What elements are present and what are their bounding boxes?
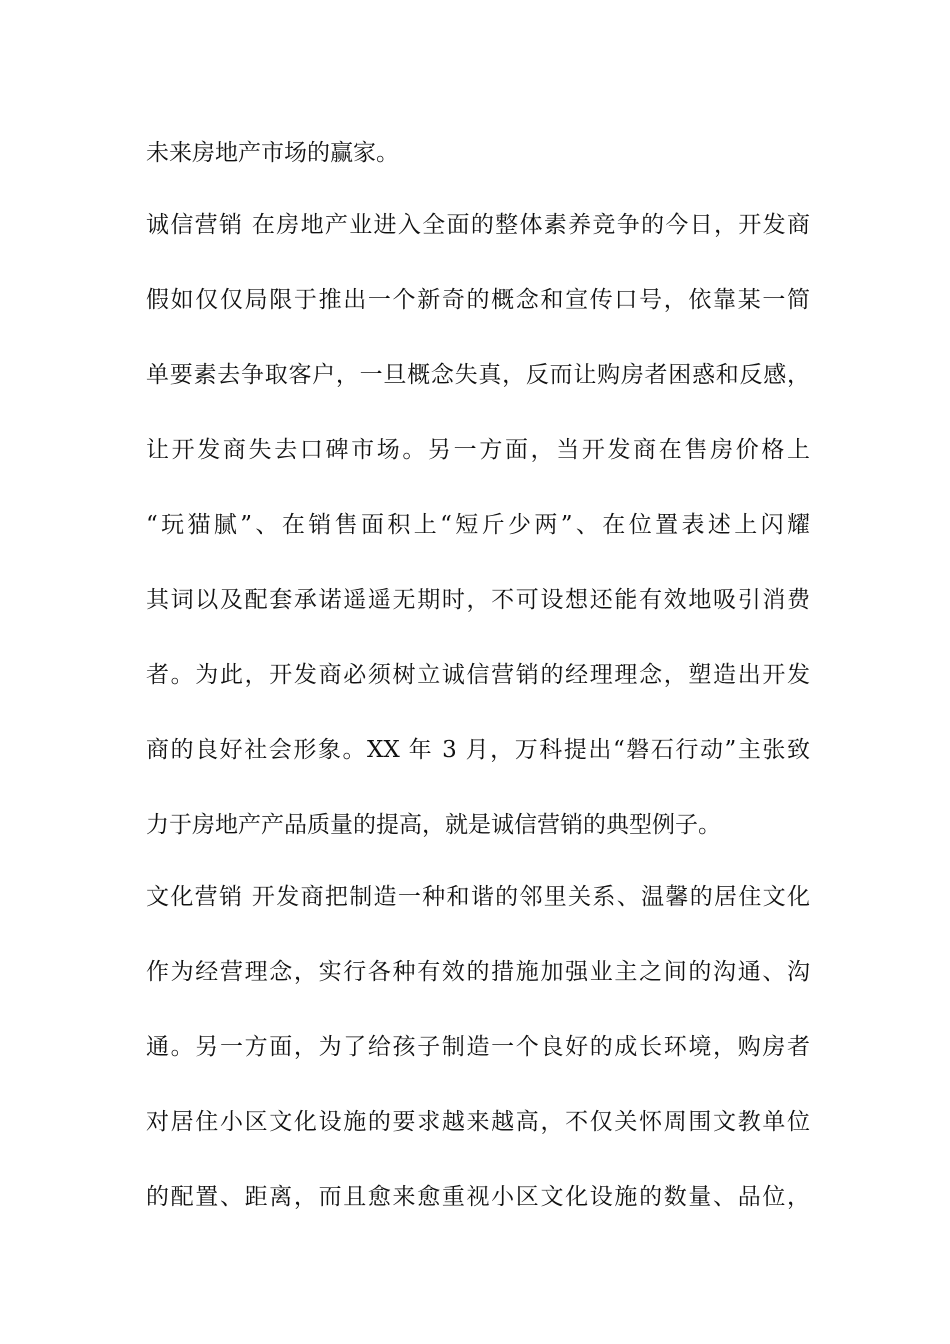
paragraph-line: 者。为此，开发商必须树立诚信营销的经理理念，塑造出开发 [146, 662, 810, 688]
paragraph-line: 假如仅仅局限于推出一个新奇的概念和宣传口号，依靠某一简 [146, 287, 810, 313]
paragraph-line: 对居住小区文化设施的要求越来越高，不仅关怀周围文教单位 [146, 1109, 810, 1135]
paragraph-line: 通。另一方面，为了给孩子制造一个良好的成长环境，购房者 [146, 1034, 810, 1060]
paragraph-line: 让开发商失去口碑市场。另一方面，当开发商在售房价格上 [146, 437, 810, 463]
paragraph-line: 文化营销 开发商把制造一种和谐的邻里关系、温馨的居住文化 [146, 884, 810, 910]
paragraph-line: 未来房地产市场的赢家。 [146, 140, 399, 166]
paragraph-line: “玩猫腻”、在销售面积上“短斤少两”、在位置表述上闪耀 [146, 512, 810, 538]
paragraph-line: 单要素去争取客户，一旦概念失真，反而让购房者困惑和反感， [146, 362, 810, 388]
paragraph-line: 诚信营销 在房地产业进入全面的整体素养竞争的今日，开发商 [146, 212, 810, 238]
paragraph-line: 其词以及配套承诺遥遥无期时，不可设想还能有效地吸引消费 [146, 587, 810, 613]
paragraph-line: 的配置、距离，而且愈来愈重视小区文化设施的数量、品位， [146, 1184, 810, 1210]
paragraph-line: 作为经营理念，实行各种有效的措施加强业主之间的沟通、沟 [146, 959, 810, 985]
paragraph-line: 力于房地产产品质量的提高，就是诚信营销的典型例子。 [146, 812, 721, 838]
paragraph-line: 商的良好社会形象。XX 年 3 月，万科提出“磐石行动”主张致 [146, 737, 810, 763]
